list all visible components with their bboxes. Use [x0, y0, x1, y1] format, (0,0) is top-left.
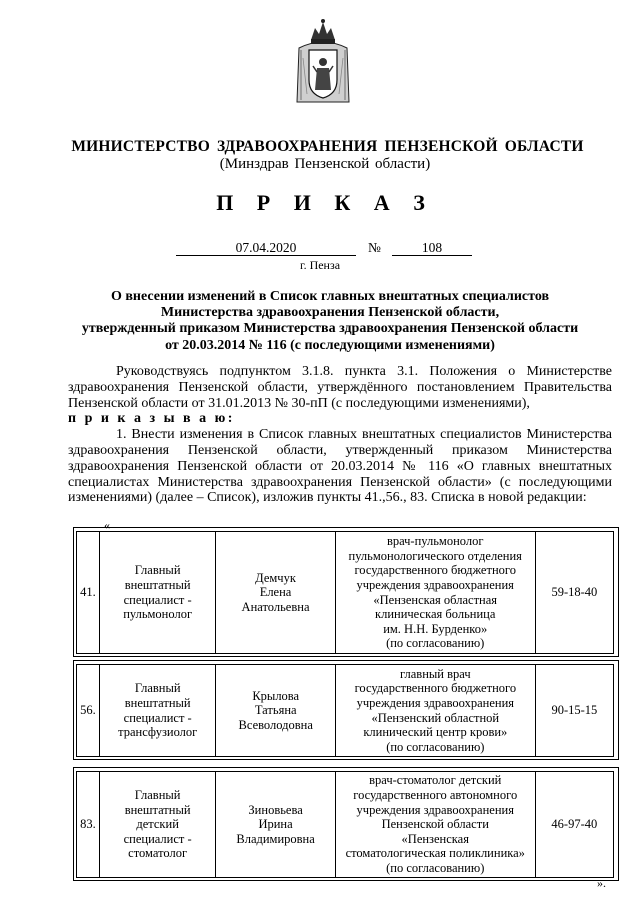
entry-phone: 90-15-15 [535, 665, 613, 757]
clause-1-paragraph: 1. Внести изменения в Список главных внештатных специалистов Министерства здравоохранения Пензенской области, утвержденный приказом Министерства здравоохранения Пензенской области от 20.03.2014 № 116 «О главных внештатных специалистах Министерства здравоохранения Пензенской области» (с последующими изменениями) (далее – Список), изложив пункты 41.,56., 83. Списка в новой редакции: [68, 427, 612, 506]
workplace-line: клинический центр крови» [363, 725, 508, 740]
entry-phone: 59-18-40 [535, 532, 613, 654]
position-line: внештатный [124, 695, 191, 710]
ministry-short-name: (Минздрав Пензенской области) [219, 156, 431, 172]
position-line: пульмонолог [123, 607, 193, 622]
workplace-line: государственного бюджетного [354, 563, 516, 578]
position-line: Главный [134, 563, 181, 578]
close-quote: ». [597, 876, 606, 890]
position-line: специалист - [123, 710, 192, 725]
city: г. Пенза [300, 258, 341, 272]
name-line: Зиновьева [248, 802, 303, 817]
workplace-line: «Пензенская [401, 831, 469, 846]
name-line: Владимировна [236, 831, 315, 846]
position-line: специалист - [123, 592, 192, 607]
order-title: П Р И К А З [216, 190, 434, 215]
position-line: внештатный [124, 577, 191, 592]
name-line: Демчук [255, 570, 296, 585]
position-line: трансфузиолог [118, 725, 198, 740]
open-quote: « [104, 518, 110, 532]
name-line: Анатольевна [241, 599, 310, 614]
penza-region-coat-of-arms-icon [295, 18, 351, 104]
workplace-line: пульмонологического отделения [348, 548, 522, 563]
position-line: специалист - [123, 831, 192, 846]
name-line: Ирина [258, 817, 293, 832]
workplace-line: главный врач [400, 666, 471, 681]
position-line: стоматолог [128, 846, 188, 861]
table-frame [73, 527, 619, 657]
workplace-line: учреждения здравоохранения [356, 802, 514, 817]
orders-word: п р и к а з ы в а ю: [68, 411, 235, 427]
preamble-paragraph: Руководствуясь подпунктом 3.1.8. пункта 3.1. Положения о Министерстве здравоохранения Пензенской области, утверждённого постановлением Правительства Пензенской области от 31.01.2013 № 30-пП (с последующими изменениями), [68, 364, 612, 411]
position-line: Главный [134, 788, 181, 803]
workplace-line: (по согласованию) [386, 739, 485, 754]
name-line: Всеволодовна [238, 717, 313, 732]
workplace-line: (по согласованию) [386, 860, 485, 875]
entry-phone: 46-97-40 [535, 772, 613, 878]
entry-number: 83. [77, 772, 100, 878]
workplace-line: государственного бюджетного [354, 681, 517, 696]
workplace-line: клиническая больница [375, 607, 496, 622]
entry-number: 41. [77, 532, 100, 654]
workplace-line: государственного автономного [353, 788, 518, 803]
workplace-line: врач-стоматолог детский [369, 773, 502, 788]
table-frame [73, 660, 619, 760]
entry-number: 56. [77, 665, 100, 757]
position-line: детский [136, 817, 179, 832]
order-body [68, 364, 612, 506]
subject-line: О внесении изменений в Список главных внештатных специалистов [110, 289, 550, 304]
name-line: Елена [259, 585, 292, 600]
workplace-line: (по согласованию) [386, 636, 485, 651]
workplace-line: учреждения здравоохранения [356, 695, 515, 710]
position-line: внештатный [124, 802, 191, 817]
order-subject [0, 289, 640, 354]
subject-line: Министерства здравоохранения Пензенской области, [160, 305, 500, 321]
workplace-line: стоматологическая поликлиника» [345, 846, 525, 861]
name-line: Крылова [252, 688, 300, 703]
number-sign: № [368, 240, 381, 255]
name-line: Татьяна [254, 703, 297, 718]
workplace-line: учреждения здравоохранения [356, 577, 514, 592]
workplace-line: «Пензенская областная [373, 592, 498, 607]
position-line: Главный [134, 681, 181, 696]
workplace-line: им. Н.Н. Бурденко» [383, 621, 488, 636]
subject-line: от 20.03.2014 № 116 (с последующими изменениями) [165, 337, 495, 353]
workplace-line: Пензенской области [381, 817, 489, 832]
order-number: 108 [392, 240, 472, 256]
workplace-line: врач-пульмонолог [386, 534, 484, 549]
ministry-title: МИНИСТЕРСТВО ЗДРАВООХРАНЕНИЯ ПЕНЗЕНСКОЙ ОБЛАСТИ [71, 138, 584, 155]
order-date: 07.04.2020 [176, 240, 356, 256]
subject-line: утвержденный приказом Министерства здравоохранения Пензенской области [81, 321, 579, 337]
workplace-line: «Пензенский областной [371, 710, 500, 725]
table-frame [73, 767, 619, 881]
